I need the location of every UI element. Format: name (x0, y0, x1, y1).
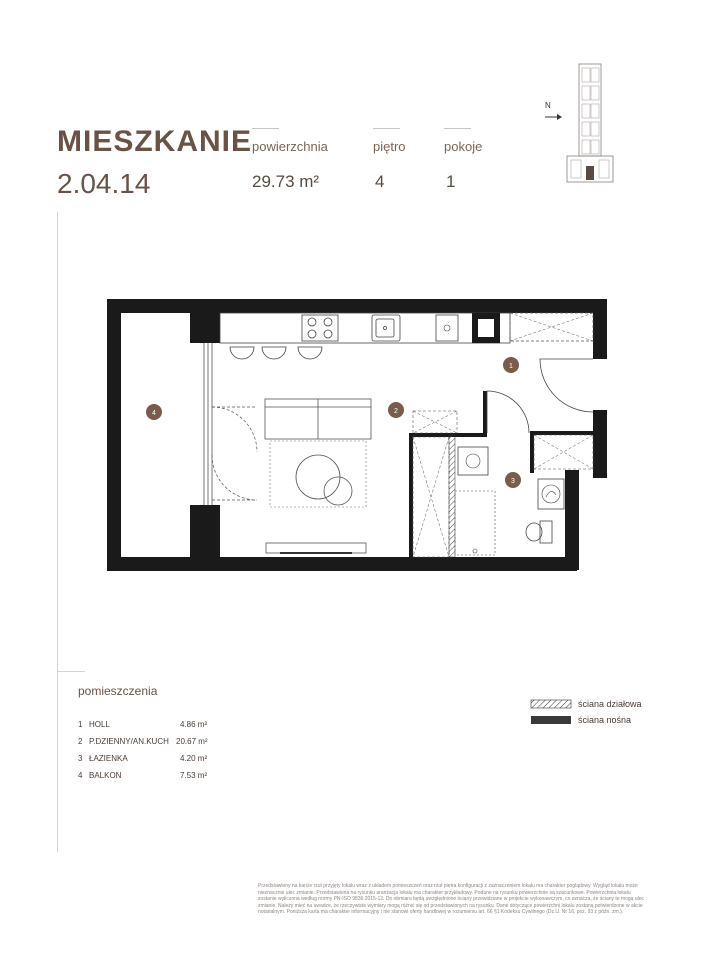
bearing-swatch (531, 716, 571, 724)
rooms-title: pomieszczenia (78, 684, 158, 698)
room-row (78, 720, 82, 729)
area-value: 29.73 m² (252, 172, 320, 191)
room-name: P.DZIENNY/AN.KUCH (89, 737, 169, 746)
unit-title: MIESZKANIE (57, 125, 253, 158)
tv-cabinet (266, 543, 366, 553)
kitchen-sink-icon (372, 315, 400, 341)
shower-icon (455, 491, 495, 555)
rooms-label: pokoje (444, 139, 483, 154)
room-marker-2 (388, 402, 404, 418)
floor-plan (100, 295, 615, 580)
bathroom-door (487, 391, 529, 433)
room-name: HOLL (89, 720, 110, 729)
bar-stools (230, 347, 322, 359)
entrance-door (540, 359, 593, 412)
room-number: 4 (78, 771, 83, 780)
disclaimer: Przedstawiony na karcie rzut przyjęty lokalu wraz z układem pomieszczeń oraz rzut piętra konfiguracji z zaznaczeniem lokalu ma charakter poglądowy. Wygląd lokalu może nieznacznie ulec zmianie. Przedstawiona na rysunku aranżacja lokalu ma charakter przykładowy. Podane na rysunku powierzchnie są szacunkowe. Powierzchnia lokalu zostanie wyliczona według normy PN-ISO 9836:2015-12. Do obmiaru będą uwzględnione ściany przewidziane w projekcie wykonawczym, co oznacza, że ściany te mogą ulec zmianie. Należy mieć na uwadze, że rzeczywiste wymiary mogą różnić się od przedstawionych na rysunku. Dane dotyczące powierzchni lokalu zostaną potwierdzone w akcie notarialnym. Poniższa karta ma charakter informacyjny i nie stanowi oferty handlowej w rozumieniu art. 66 §1 Kodeksu Cywilnego (Dz.U. Nr 16, poz. 93 z późn. zm.). (258, 883, 645, 915)
floor-value: 4 (375, 172, 385, 191)
unit-number: 2.04.14 (57, 168, 151, 199)
unit-highlight (586, 166, 594, 180)
toilet-icon (526, 521, 552, 543)
room-area: 4.86 m² (180, 720, 208, 729)
rooms-value: 1 (446, 172, 456, 191)
rooms-divider (444, 128, 471, 129)
coffee-table (296, 455, 340, 499)
legend-swatches (530, 698, 574, 728)
dishwasher-icon (436, 315, 458, 341)
room-marker-4 (146, 404, 162, 420)
room-area: 20.67 m² (176, 737, 208, 746)
svg-text:3: 3 (511, 478, 515, 485)
legend-bearing: ściana nośna (578, 715, 632, 725)
svg-text:4: 4 (152, 410, 156, 417)
washbasin-icon (458, 447, 488, 475)
room-area: 4.20 m² (180, 754, 208, 763)
legend-partition: ściana działowa (578, 699, 642, 709)
sofa (265, 399, 371, 439)
north-arrow-icon (543, 110, 563, 122)
svg-text:1: 1 (509, 363, 513, 370)
room-name: ŁAZIENKA (89, 754, 128, 763)
wardrobe (510, 313, 593, 341)
room-number: 3 (78, 754, 83, 763)
north-label: N (545, 101, 551, 110)
room-marker-3 (505, 472, 521, 488)
kitchen-counter (220, 313, 510, 343)
floor-label: piętro (373, 139, 406, 154)
rug (270, 441, 366, 507)
side-table (324, 477, 352, 505)
room-number: 2 (78, 737, 83, 746)
building-keyplan (565, 62, 615, 184)
left-rule (57, 212, 58, 852)
rooms-rule (57, 671, 85, 672)
room-name: BALKON (89, 771, 122, 780)
area-divider (252, 128, 279, 129)
cooktop-icon (302, 315, 338, 341)
floor-divider (373, 128, 400, 129)
room-number: 1 (78, 720, 83, 729)
room-area: 7.53 m² (180, 771, 208, 780)
area-label: powierzchnia (252, 139, 328, 154)
svg-text:2: 2 (394, 408, 398, 415)
room-marker-1 (503, 357, 519, 373)
partition-swatch (531, 700, 571, 708)
